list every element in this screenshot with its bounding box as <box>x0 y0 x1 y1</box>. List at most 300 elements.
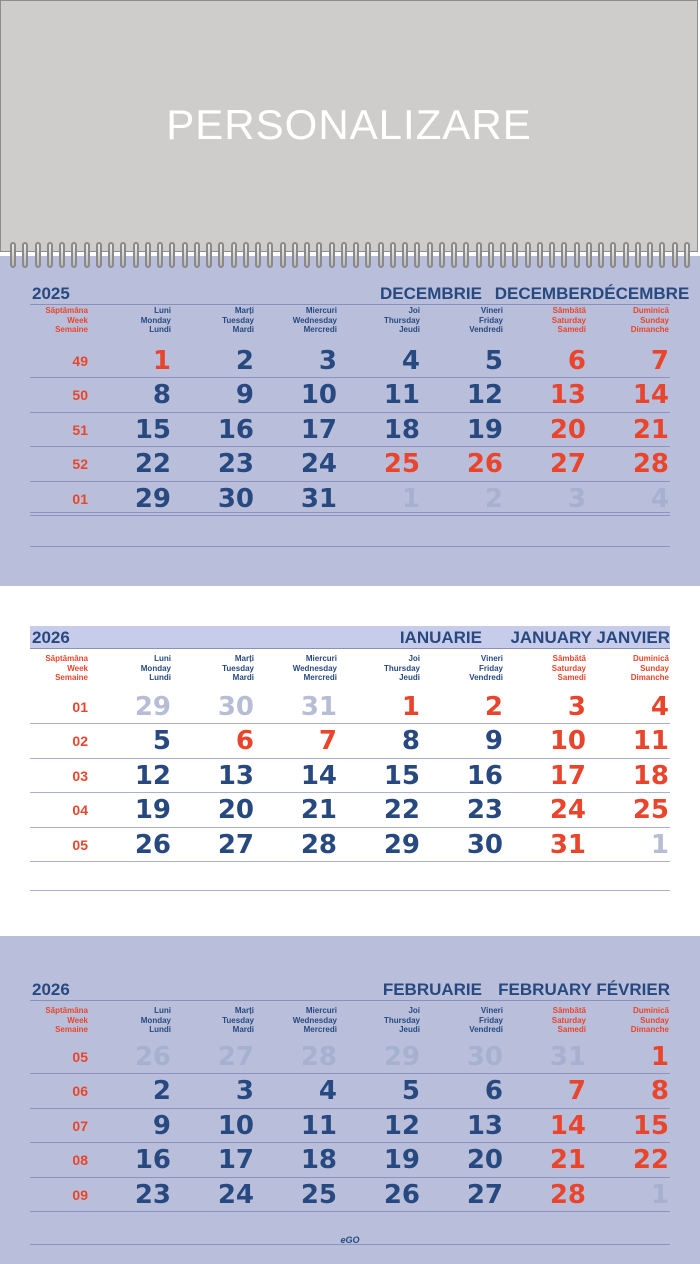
spiral-coil <box>84 242 90 268</box>
weekday-name-line: Joi <box>408 306 420 315</box>
day-number: 19 <box>383 1145 420 1175</box>
day-number: 4 <box>318 1076 337 1106</box>
weekday-name-line: Miercuri <box>305 1006 337 1015</box>
weekday-name-line: Jeudi <box>399 1025 420 1034</box>
weekday-label <box>171 306 254 342</box>
weekday-name-line: Saturday <box>551 315 586 325</box>
weekday-name-line: Tuesday <box>222 663 254 673</box>
weekday-name-line: Duminică <box>632 306 669 315</box>
week-row <box>30 344 670 378</box>
spiral-coil <box>194 242 200 268</box>
day-number: 26 <box>134 829 171 860</box>
day-number: 30 <box>466 1041 503 1072</box>
spiral-coil <box>537 242 543 268</box>
day-number: 20 <box>549 414 586 445</box>
day-number: 23 <box>217 449 254 479</box>
week-row <box>30 1040 670 1074</box>
spiral-coil <box>96 242 102 268</box>
spiral-coil <box>561 242 567 268</box>
weekday-name-line: Vineri <box>480 654 503 663</box>
weekday-name-line: Joi <box>408 654 420 663</box>
day-number: 21 <box>632 414 669 445</box>
year-label: 2026 <box>32 980 70 999</box>
day-number: 4 <box>650 691 669 722</box>
spiral-coil <box>365 242 371 268</box>
week-number: 49 <box>72 352 88 369</box>
week-number: 03 <box>72 767 88 784</box>
day-number: 1 <box>401 483 420 514</box>
weekday-label <box>420 654 503 690</box>
weekday-name-line: Sunday <box>640 315 669 325</box>
day-number: 29 <box>383 1041 420 1072</box>
day-number: 7 <box>318 726 337 756</box>
spiral-coil <box>525 242 531 268</box>
spiral-coil <box>659 242 665 268</box>
day-number: 8 <box>152 380 171 410</box>
day-number: 14 <box>549 1110 586 1141</box>
weekday-label <box>420 306 503 342</box>
weekday-name-line: Vineri <box>480 1006 503 1015</box>
day-number: 31 <box>300 691 337 722</box>
day-number: 4 <box>401 345 420 376</box>
month-header <box>30 626 670 649</box>
day-number: 24 <box>549 795 586 825</box>
day-number: 3 <box>567 691 586 722</box>
day-number: 25 <box>300 1179 337 1210</box>
day-number: 18 <box>300 1145 337 1175</box>
day-number: 28 <box>300 829 337 860</box>
day-number: 27 <box>217 1041 254 1072</box>
publisher-logo: eGO <box>340 1235 360 1245</box>
spiral-coil <box>133 242 139 268</box>
spiral-coil <box>304 242 310 268</box>
weekday-name-line: Saturday <box>551 663 586 673</box>
day-number: 6 <box>484 1076 503 1106</box>
week-row <box>30 1178 670 1212</box>
weekday-name-line: Wednesday <box>292 315 337 325</box>
spiral-coil <box>574 242 580 268</box>
day-number: 1 <box>650 1041 669 1072</box>
personalization-header <box>0 0 698 252</box>
weekday-label <box>88 654 171 690</box>
day-number: 5 <box>484 345 503 376</box>
spiral-coil <box>463 242 469 268</box>
day-number: 27 <box>466 1179 503 1210</box>
header-title: PERSONALIZARE <box>166 101 532 148</box>
spiral-coil <box>182 242 188 268</box>
week-row <box>30 725 670 759</box>
week-label-line: Săptămâna <box>45 306 88 315</box>
day-number: 10 <box>217 1110 254 1141</box>
weekday-name-line: Sunday <box>640 1015 669 1025</box>
weekday-label <box>503 654 586 690</box>
weekday-label <box>420 1006 503 1042</box>
weekday-label <box>586 1006 669 1042</box>
day-number: 27 <box>217 829 254 860</box>
week-row <box>30 759 670 793</box>
weekday-label <box>337 654 420 690</box>
weekday-name-line: Sâmbătă <box>552 654 586 663</box>
empty-row-rule <box>30 512 670 513</box>
weekday-label <box>337 1006 420 1042</box>
week-label-line: Semaine <box>55 1025 88 1034</box>
day-number: 9 <box>152 1110 171 1141</box>
spiral-coil <box>231 242 237 268</box>
day-number: 23 <box>134 1179 171 1210</box>
weekday-label <box>503 306 586 342</box>
day-number: 2 <box>484 483 503 514</box>
day-number: 6 <box>235 726 254 756</box>
week-label-line: Week <box>67 315 88 325</box>
spiral-coil <box>353 242 359 268</box>
day-number: 6 <box>567 345 586 376</box>
weekday-name-line: Monday <box>140 1015 171 1025</box>
day-number: 7 <box>650 345 669 376</box>
spiral-coil <box>243 242 249 268</box>
spiral-coil <box>598 242 604 268</box>
spiral-coil <box>10 242 16 268</box>
spiral-coil <box>108 242 114 268</box>
weekday-name-line: Marți <box>234 306 254 315</box>
day-number: 27 <box>549 449 586 479</box>
day-number: 21 <box>300 795 337 825</box>
weekday-name-line: Duminică <box>632 1006 669 1015</box>
week-number: 01 <box>72 490 88 507</box>
week-number-header <box>30 1006 88 1042</box>
week-number: 08 <box>72 1152 88 1168</box>
spiral-coil <box>145 242 151 268</box>
day-number: 9 <box>484 726 503 756</box>
spiral-coil <box>500 242 506 268</box>
weekday-name-line: Dimanche <box>630 325 669 334</box>
spiral-coil <box>635 242 641 268</box>
day-number: 2 <box>484 691 503 722</box>
week-number: 05 <box>72 1048 88 1065</box>
week-row <box>30 448 670 482</box>
spiral-coil <box>22 242 28 268</box>
day-number: 13 <box>549 380 586 410</box>
weekday-name-line: Jeudi <box>399 673 420 682</box>
day-number: 12 <box>383 1110 420 1141</box>
spiral-coil <box>390 242 396 268</box>
day-number: 19 <box>134 795 171 825</box>
spiral-coil <box>684 242 690 268</box>
day-number: 11 <box>383 380 420 410</box>
day-number: 5 <box>152 726 171 756</box>
week-label-line: Semaine <box>55 325 88 334</box>
week-row <box>30 379 670 413</box>
spiral-coil <box>586 242 592 268</box>
spiral-coil <box>59 242 65 268</box>
day-number: 16 <box>217 414 254 445</box>
spiral-coil <box>476 242 482 268</box>
empty-row-rule <box>30 890 670 891</box>
day-number: 21 <box>549 1145 586 1175</box>
empty-row-rule <box>30 546 670 547</box>
spiral-coil <box>451 242 457 268</box>
day-number: 15 <box>632 1110 669 1141</box>
weekday-name-line: Lundi <box>149 673 171 682</box>
spiral-coil <box>378 242 384 268</box>
spiral-coil <box>610 242 616 268</box>
day-number: 20 <box>466 1145 503 1175</box>
weekday-name-line: Friday <box>478 315 503 325</box>
day-number: 3 <box>318 345 337 376</box>
weekday-name-line: Dimanche <box>630 673 669 682</box>
weekday-name-line: Vineri <box>480 306 503 315</box>
day-number: 18 <box>383 414 420 445</box>
weekday-name-line: Saturday <box>551 1015 586 1025</box>
day-number: 30 <box>466 829 503 860</box>
weekday-name-line: Vendredi <box>469 1025 503 1034</box>
weekday-label <box>254 1006 337 1042</box>
week-row <box>30 1075 670 1109</box>
day-number: 28 <box>632 449 669 479</box>
month-header <box>30 282 690 305</box>
spiral-coil <box>120 242 126 268</box>
day-number: 16 <box>134 1145 171 1175</box>
weekday-name-line: Lundi <box>149 325 171 334</box>
week-number: 09 <box>72 1186 88 1203</box>
weekday-name-line: Sunday <box>640 663 669 673</box>
month-panel-february <box>0 936 700 1264</box>
weekday-name-line: Thursday <box>383 1015 420 1025</box>
weekday-name-line: Samedi <box>557 1025 586 1034</box>
day-number: 1 <box>401 691 420 722</box>
day-number: 13 <box>217 760 254 791</box>
weekday-name-line: Sâmbătă <box>552 1006 586 1015</box>
weekday-label <box>586 306 669 342</box>
week-row <box>30 690 670 724</box>
spiral-coil <box>47 242 53 268</box>
weekday-name-line: Lundi <box>149 1025 171 1034</box>
spiral-coil <box>402 242 408 268</box>
day-number: 26 <box>466 449 503 479</box>
weekday-label <box>254 654 337 690</box>
day-number: 24 <box>300 449 337 479</box>
spiral-coil <box>549 242 555 268</box>
weekday-name-line: Luni <box>154 1006 171 1015</box>
month-name-fr: DÉCEMBRE <box>592 284 690 303</box>
weekday-name-line: Samedi <box>557 673 586 682</box>
spiral-coil <box>329 242 335 268</box>
month-name-fr: FÉVRIER <box>596 980 670 999</box>
weekday-label <box>337 306 420 342</box>
day-number: 24 <box>217 1179 254 1210</box>
spiral-coil <box>35 242 41 268</box>
weekday-name-line: Mercredi <box>303 1025 337 1034</box>
month-panel-january <box>0 586 700 936</box>
week-number-header <box>30 654 88 690</box>
year-label: 2025 <box>32 284 70 303</box>
weekday-name-line: Miercuri <box>305 306 337 315</box>
day-number: 20 <box>217 795 254 825</box>
day-number: 22 <box>134 449 171 479</box>
day-number: 12 <box>466 380 503 410</box>
day-number: 2 <box>235 345 254 376</box>
spiral-coil <box>218 242 224 268</box>
weekday-label <box>503 1006 586 1042</box>
week-number: 01 <box>72 698 88 715</box>
day-number: 30 <box>217 691 254 722</box>
spiral-coil <box>672 242 678 268</box>
month-header <box>30 978 670 1001</box>
day-number: 12 <box>134 760 171 791</box>
weekday-name-line: Tuesday <box>222 1015 254 1025</box>
weekday-name-line: Mardi <box>232 1025 254 1034</box>
weekday-name-line: Dimanche <box>630 1025 669 1034</box>
year-label: 2026 <box>32 628 70 647</box>
weekday-name-line: Joi <box>408 1006 420 1015</box>
spiral-coil <box>623 242 629 268</box>
spiral-binding <box>0 242 700 274</box>
weekday-label <box>88 1006 171 1042</box>
spiral-coil <box>414 242 420 268</box>
day-number: 14 <box>632 380 669 410</box>
week-number: 05 <box>72 836 88 853</box>
weekday-name-line: Mercredi <box>303 325 337 334</box>
weekday-name-line: Mardi <box>232 673 254 682</box>
month-name-ro: FEBRUARIE <box>382 980 482 999</box>
day-number: 26 <box>383 1179 420 1210</box>
spiral-coil <box>316 242 322 268</box>
month-name-fr: JANVIER <box>596 628 670 647</box>
month-panel-december <box>0 256 700 586</box>
weekday-name-line: Marți <box>234 654 254 663</box>
weekday-header-row <box>30 654 670 690</box>
month-name-en: DECEMBER <box>494 284 592 303</box>
spiral-coil <box>439 242 445 268</box>
day-number: 3 <box>567 483 586 514</box>
day-number: 23 <box>466 795 503 825</box>
day-number: 10 <box>549 726 586 756</box>
spiral-coil <box>488 242 494 268</box>
week-label-line: Săptămâna <box>45 654 88 663</box>
day-number: 25 <box>383 449 420 479</box>
day-number: 22 <box>383 795 420 825</box>
weekday-name-line: Friday <box>478 663 503 673</box>
weekday-name-line: Monday <box>140 663 171 673</box>
week-row <box>30 1144 670 1178</box>
day-number: 16 <box>466 760 503 791</box>
weekday-name-line: Luni <box>154 654 171 663</box>
day-number: 17 <box>217 1145 254 1175</box>
month-name-ro: IANUARIE <box>399 628 482 647</box>
day-number: 29 <box>383 829 420 860</box>
day-number: 1 <box>650 829 669 860</box>
weekday-name-line: Wednesday <box>292 1015 337 1025</box>
day-number: 5 <box>401 1076 420 1106</box>
week-number: 52 <box>72 456 88 472</box>
day-number: 26 <box>134 1041 171 1072</box>
week-row <box>30 794 670 828</box>
spiral-coil <box>647 242 653 268</box>
day-number: 19 <box>466 414 503 445</box>
day-number: 1 <box>650 1179 669 1210</box>
day-number: 9 <box>235 380 254 410</box>
month-name-en: JANUARY <box>510 628 592 647</box>
week-label-line: Semaine <box>55 673 88 682</box>
day-number: 4 <box>650 483 669 514</box>
weekday-name-line: Tuesday <box>222 315 254 325</box>
spiral-coil <box>427 242 433 268</box>
week-row <box>30 413 670 447</box>
spiral-coil <box>341 242 347 268</box>
week-row <box>30 828 670 862</box>
week-number: 07 <box>72 1117 88 1134</box>
day-number: 25 <box>632 795 669 825</box>
day-number: 31 <box>300 483 337 514</box>
day-number: 30 <box>217 483 254 514</box>
day-number: 11 <box>632 726 669 756</box>
week-label-line: Week <box>67 1015 88 1025</box>
spiral-coil <box>206 242 212 268</box>
weekday-name-line: Thursday <box>383 663 420 673</box>
week-number: 50 <box>72 387 88 403</box>
day-number: 7 <box>567 1076 586 1106</box>
spiral-coil <box>280 242 286 268</box>
weekday-name-line: Thursday <box>383 315 420 325</box>
day-number: 10 <box>300 380 337 410</box>
day-number: 15 <box>383 760 420 791</box>
month-name-ro: DECEMBRIE <box>379 284 482 303</box>
day-number: 17 <box>300 414 337 445</box>
week-number: 51 <box>72 421 88 438</box>
weekday-name-line: Duminică <box>632 654 669 663</box>
week-row <box>30 1109 670 1143</box>
week-number: 06 <box>72 1083 88 1099</box>
day-number: 15 <box>134 414 171 445</box>
weekday-name-line: Mercredi <box>303 673 337 682</box>
spiral-coil <box>512 242 518 268</box>
day-number: 14 <box>300 760 337 791</box>
weekday-name-line: Samedi <box>557 325 586 334</box>
week-label-line: Săptămâna <box>45 1006 88 1015</box>
day-number: 31 <box>549 1041 586 1072</box>
weekday-header-row <box>30 1006 670 1042</box>
day-number: 1 <box>152 345 171 376</box>
weekday-name-line: Luni <box>154 306 171 315</box>
day-number: 13 <box>466 1110 503 1141</box>
week-number: 02 <box>72 733 88 749</box>
spiral-coil <box>292 242 298 268</box>
weekday-name-line: Wednesday <box>292 663 337 673</box>
weekday-name-line: Vendredi <box>469 325 503 334</box>
spiral-coil <box>255 242 261 268</box>
footer <box>0 1235 700 1245</box>
weekday-name-line: Miercuri <box>305 654 337 663</box>
weekday-label <box>171 1006 254 1042</box>
day-number: 11 <box>300 1110 337 1141</box>
weekday-label <box>586 654 669 690</box>
weekday-name-line: Friday <box>478 1015 503 1025</box>
day-number: 18 <box>632 760 669 791</box>
week-label-line: Week <box>67 663 88 673</box>
week-number: 04 <box>72 802 88 818</box>
weekday-name-line: Jeudi <box>399 325 420 334</box>
day-number: 29 <box>134 691 171 722</box>
day-number: 8 <box>401 726 420 756</box>
weekday-label <box>171 654 254 690</box>
day-number: 17 <box>549 760 586 791</box>
weekday-name-line: Mardi <box>232 325 254 334</box>
weekday-name-line: Marți <box>234 1006 254 1015</box>
weekday-label <box>88 306 171 342</box>
month-name-en: FEBRUARY <box>498 980 592 999</box>
weekday-name-line: Vendredi <box>469 673 503 682</box>
day-number: 28 <box>300 1041 337 1072</box>
day-number: 31 <box>549 829 586 860</box>
